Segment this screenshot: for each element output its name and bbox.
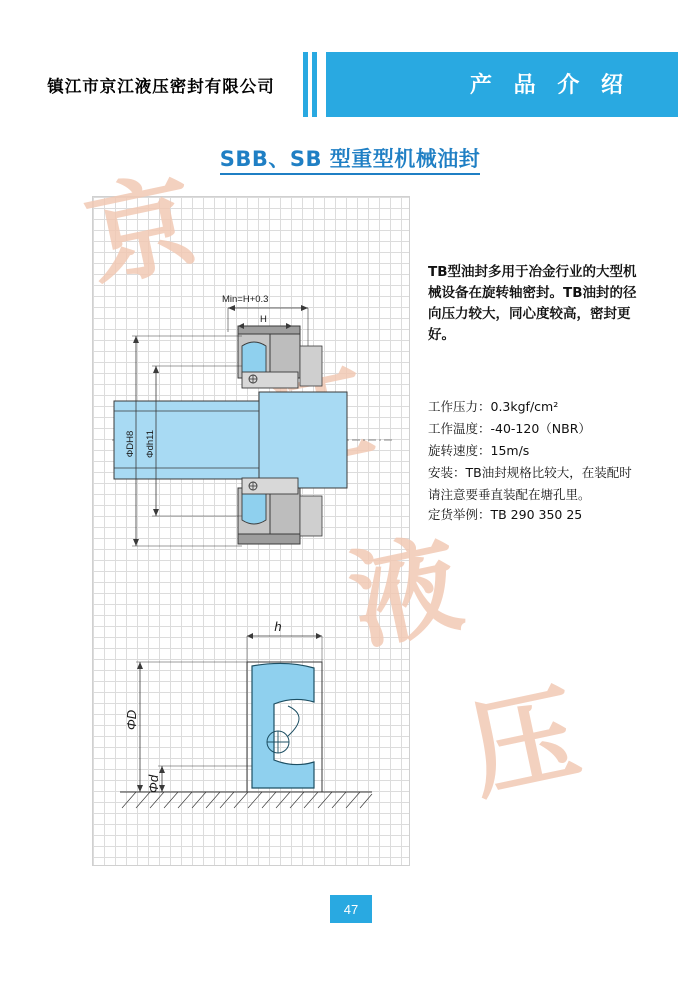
page-title xyxy=(0,143,700,173)
label-diameter-d: Φd xyxy=(146,774,161,794)
spec-item-installation: 安装：TB油封规格比较大，在装配时请注意要垂直装配在塘孔里。 xyxy=(428,464,632,502)
label-diameter-D: ΦD xyxy=(124,709,139,731)
spec-item-speed: 旋转速度：15m/s xyxy=(428,442,530,458)
label-diameter-dh8: ΦDH8 xyxy=(125,430,136,458)
label-h-upper: H xyxy=(260,314,267,325)
section-title: 产 品 介 绍 xyxy=(470,73,630,98)
description-text: TB型油封多用于冶金行业的大型机械设备在旋转轴密封。TB油封的径向压力较大，同心度较高，密封更好。 xyxy=(428,264,637,343)
spec-item-temperature: 工作温度：-40-120（NBR） xyxy=(428,420,591,436)
company-name: 镇江市京江液压密封有限公司 xyxy=(47,76,275,96)
order-example: 定货举例：TB 290 350 25 xyxy=(428,507,583,522)
label-diameter-dh11: Φdh11 xyxy=(145,429,156,459)
technical-drawing xyxy=(92,196,412,868)
spec-item-pressure: 工作压力：0.3kgf/cm² xyxy=(428,399,559,414)
page-number: 47 xyxy=(330,895,372,923)
label-h-lower: h xyxy=(274,619,282,634)
watermark-char-4: 压 xyxy=(458,671,590,816)
header-stripes xyxy=(300,52,326,117)
label-min-h: Min=H+0.3 xyxy=(222,294,269,305)
watermark-char-1: 京 xyxy=(76,159,208,304)
watermark-char-3: 液 xyxy=(340,521,472,666)
spec-list xyxy=(428,396,643,505)
page-title-text: SBB、SB 型重型机械油封 xyxy=(220,147,481,175)
company-name-box xyxy=(22,52,300,117)
